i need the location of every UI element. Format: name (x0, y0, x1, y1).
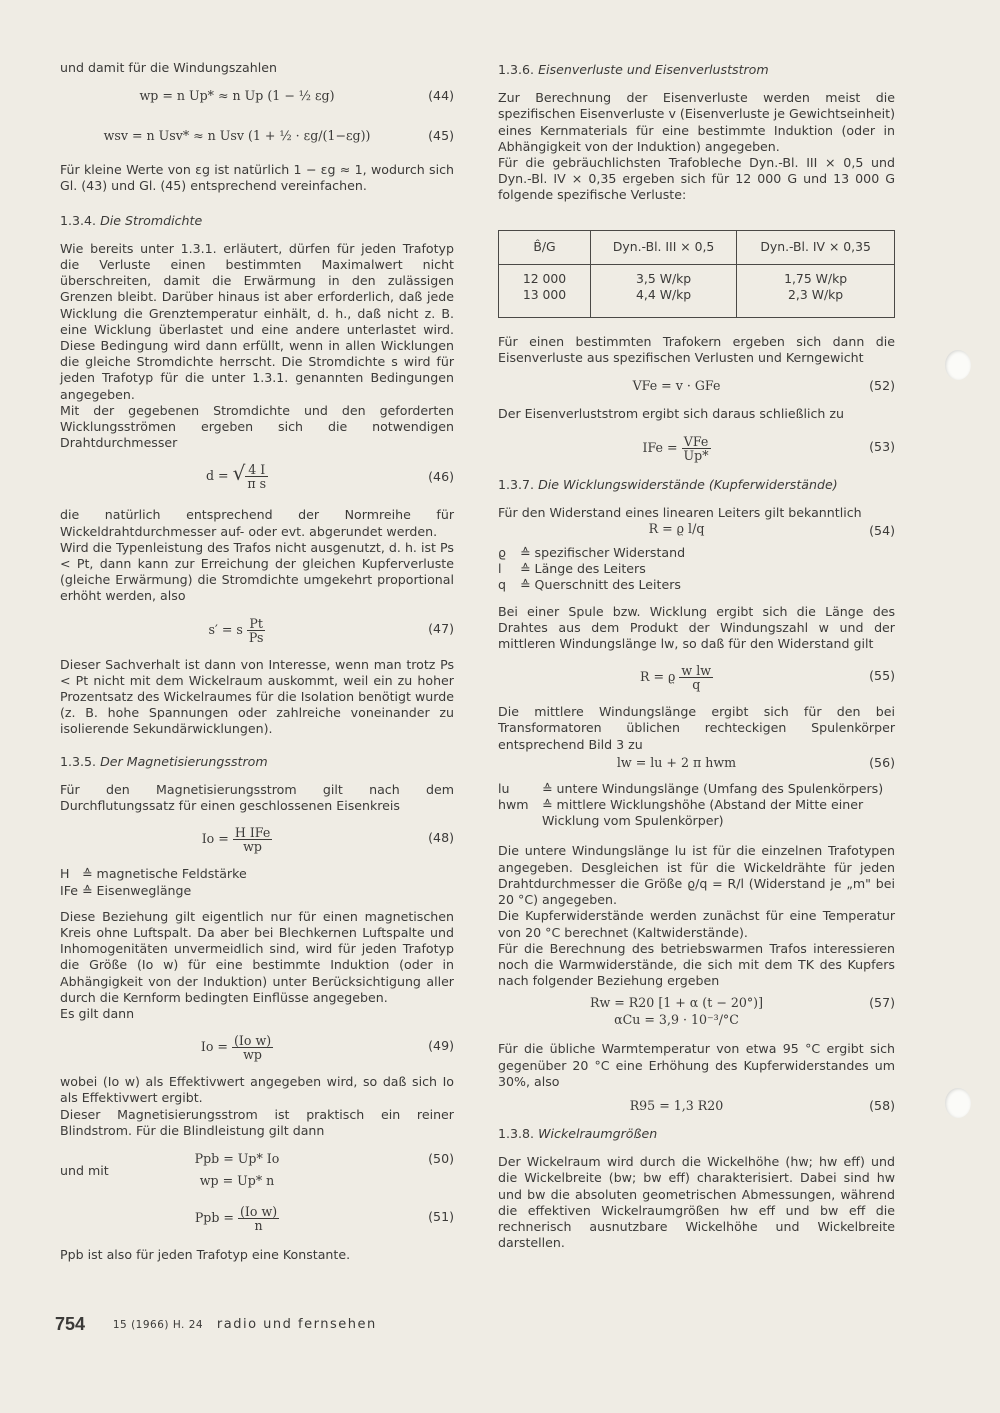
equation-49-number: (49) (428, 1038, 454, 1054)
definition-text: ≙ Querschnitt des Leiters (520, 577, 681, 593)
definition-row (498, 577, 895, 593)
equation-51-number: (51) (428, 1208, 454, 1224)
paragraph: Ppb ist also für jeden Trafotyp eine Konstante. (60, 1246, 351, 1262)
definition-text: ≙ Länge des Leiters (520, 561, 646, 577)
section-heading-1-3-6 (498, 62, 895, 78)
paragraph: Zur Berechnung der Eisenverluste werden meist die spezifischen Eisenverluste v (Eisenverluste je Gewichtseinheit) eines Kernmaterials für eine bestimmte Induktion (oder in Abhängigkeit von der Induktion) angegeben. (498, 90, 895, 154)
equation-58 (498, 1096, 895, 1118)
table-cell: 12 000 (522, 270, 567, 286)
equation-44 (60, 82, 454, 112)
equation-48-number: (48) (428, 830, 454, 846)
equation-44-expr: wp = n Up* ≈ n Up (1 − ½ εg) (139, 88, 335, 104)
equation-55-number: (55) (869, 668, 895, 684)
paragraph: Wird die Typenleistung des Trafos nicht ausgenutzt, d. h. ist Ps < Pt, dann kann zur Erreichung der gleichen Kupferverluste (gleiche Erwärmung) die Stromdichte umgekehrt proportional erhöht werden, also (60, 539, 454, 604)
denominator: q (692, 677, 701, 693)
equation-52 (498, 372, 895, 396)
table-header: B̂/G (499, 230, 591, 264)
equation-57-expr2: αCu = 3,9 · 10⁻³/°C (614, 1012, 739, 1028)
equation-47-number: (47) (428, 620, 454, 636)
equation-48-expr (60, 826, 414, 853)
equation-53-number: (53) (869, 438, 895, 454)
paragraph: Für kleine Werte von εg ist natürlich 1 − εg ≈ 1, wodurch sich Gl. (43) und Gl. (45) entsprechend vereinfachen. (60, 162, 454, 194)
equation-52-expr: VFe = v · GFe (632, 378, 721, 394)
equation-45-number: (45) (428, 128, 454, 144)
paragraph: Für die gebräuchlichsten Trafobleche Dyn.-Bl. III × 0,5 und Dyn.-Bl. IV × 0,35 ergeben sich für 12 000 G und 13 000 G folgende spezifische Verluste: (498, 155, 895, 203)
definition-row (498, 561, 895, 577)
fraction (232, 1034, 273, 1061)
section-number: 1.3.8. (498, 1125, 535, 1141)
equation-49-expr (60, 1034, 414, 1061)
equation-51 (60, 1199, 454, 1237)
paragraph: Dieser Sachverhalt ist dann von Interesse, wenn man trotz Ps < Pt nicht mit dem Wickelraum auskommt, weil ein zu hoher Prozentsatz des Wickelraumes für die Isolation benötigt wurde (z. B. hohe Spannungen oder zahlreiche voneinander zu isolierende Sekundärwicklungen). (60, 656, 454, 737)
numerator: H IFe (234, 825, 271, 841)
paragraph: Die Kupferwiderstände werden zunächst für eine Temperatur von 20 °C berechnet (Kaltwiderstände). (498, 908, 895, 940)
definitions-48 (60, 866, 454, 898)
table-header: Dyn.-Bl. III × 0,5 (591, 230, 737, 264)
section-heading-1-3-5 (60, 754, 454, 770)
punch-hole-bottom (945, 1088, 971, 1118)
numerator: VFe (682, 435, 711, 449)
fraction (238, 1205, 279, 1232)
definitions-56 (498, 781, 895, 830)
table-cell: 4,4 W/kp (591, 287, 737, 318)
und-mit-text: und mit (60, 1162, 109, 1178)
definitions-54 (498, 545, 895, 594)
section-number: 1.3.5. (60, 753, 97, 769)
table-cell: 13 000 (522, 286, 567, 302)
definition-row (60, 883, 454, 899)
definition-symbol: IFe (60, 882, 79, 898)
denominator: π s (247, 476, 267, 492)
definition-text: ≙ mittlere Wicklungshöhe (Abstand der Mitte einer Wicklung vom Spulenkörper) (542, 797, 864, 829)
equation-57-number: (57) (869, 995, 895, 1011)
equation-46-number: (46) (428, 469, 454, 485)
paragraph: Bei einer Spule bzw. Wicklung ergibt sich die Länge des Drahtes aus dem Produkt der Windungszahl w und der mittleren Windungslänge lw, so daß für den Widerstand gilt (498, 603, 895, 652)
equation-54-number: (54) (869, 523, 895, 539)
paragraph: Für den Magnetisierungsstrom gilt nach dem Durchflutungssatz für einen geschlossenen Eisenkreis (60, 781, 454, 814)
definition-symbol: l (498, 561, 502, 577)
numerator: Pt (247, 617, 266, 631)
table-cell: 2,3 W/kp (737, 287, 895, 318)
paragraph: Dieser Magnetisierungsstrom ist praktisch ein reiner Blindstrom. Für die Blindleistung gilt dann (60, 1106, 454, 1138)
definition-row (60, 866, 454, 882)
equation-50 (60, 1145, 454, 1167)
table-header-row (499, 230, 895, 264)
table-cell: 1,75 W/kp (737, 264, 895, 287)
table-row (499, 264, 895, 287)
iron-loss-table (498, 230, 895, 318)
equation-52-number: (52) (869, 378, 895, 394)
definition-text: ≙ untere Windungslänge (Umfang des Spulenkörpers) (542, 780, 884, 796)
fraction (682, 435, 711, 462)
equation-49-lhs: Io = (200, 1039, 232, 1055)
definition-symbol: lu (498, 780, 510, 796)
equation-58-expr: R95 = 1,3 R20 (629, 1097, 724, 1113)
definition-symbol: ϱ (498, 545, 506, 561)
table-cell: 3,5 W/kp (591, 264, 737, 287)
equation-47 (60, 611, 454, 647)
fraction (247, 617, 266, 644)
equation-51-lhs: Ppb = (194, 1209, 238, 1225)
equation-50b-expr: wp = Up* n (199, 1172, 275, 1188)
paragraph: Die mittlere Windungslänge ergibt sich für den bei Transformatoren üblichen rechteckigen Spulenkörper entsprechend Bild 3 zu (498, 704, 895, 752)
numerator: 4 I (245, 463, 268, 477)
equation-53 (498, 429, 895, 467)
equation-46 (60, 457, 454, 497)
equation-46-expr (60, 463, 414, 490)
issue-info: 15 (1966) H. 24 (112, 1319, 204, 1331)
section-title: Eisenverluste und Eisenverluststrom (538, 62, 769, 77)
equation-50-expr: Ppb = Up* Io (194, 1150, 280, 1166)
definition-text: ≙ spezifischer Widerstand (520, 545, 686, 561)
equation-57-expr: Rw = R20 [1 + α (t − 20°)] (589, 995, 763, 1011)
denominator: Ps (248, 629, 264, 645)
definition-row (498, 545, 895, 561)
numerator: (Io w) (233, 1033, 272, 1049)
table-header: Dyn.-Bl. IV × 0,35 (737, 230, 895, 264)
denominator: wp (243, 839, 262, 855)
equation-58-number: (58) (869, 1097, 895, 1113)
magazine-name: radio und fernsehen (216, 1317, 377, 1332)
equation-53-expr (498, 435, 855, 462)
paragraph: wobei (Io w) als Effektivwert angegeben wird, so daß sich Io als Effektivwert ergibt. (60, 1074, 454, 1106)
equation-48 (60, 820, 454, 856)
paragraph: die natürlich entsprechend der Normreihe für Wickeldrahtdurchmesser auf- oder evt. abgerundet werden. (60, 507, 454, 539)
paragraph: Es gilt dann (60, 1005, 135, 1021)
fraction (679, 664, 713, 691)
denominator: wp (243, 1047, 262, 1063)
paragraph: Für die Berechnung des betriebswarmen Trafos interessieren noch die Warmwiderstände, die sich mit dem TK des Kupfers nach folgender Beziehung ergeben (498, 940, 895, 989)
punch-hole-top (945, 350, 971, 380)
numerator: w lw (681, 663, 712, 679)
equation-54-expr: R = ϱ l/q (648, 521, 705, 537)
section-heading-1-3-8 (498, 1126, 895, 1142)
equation-56-expr: lw = lu + 2 π hwm (616, 754, 737, 770)
paragraph: Wie bereits unter 1.3.1. erläutert, dürfen für jeden Trafotyp die Verluste einen bestimmten Maximalwert nicht überschreiten, damit die Erwärmung in den zulässigen Grenzen bleibt. Darüber hinaus ist aber erforderlich, daß jede Wicklung die Grenztemperatur einhält, d. h., daß nicht z. B. eine Wicklung überlastet und eine andere unterlastet wird. Diese Bedingung wird dann erfüllt, wenn in allen Wicklungen die gleiche Stromdichte herrscht. Die Stromdichte s wird für jeden Trafotyp für die unter 1.3.1. genannten Bedingungen angegeben. (60, 240, 454, 402)
definition-symbol: hwm (498, 797, 529, 813)
paragraph: Diese Beziehung gilt eigentlich nur für einen magnetischen Kreis ohne Luftspalt. Da aber bei Blechkernen Luftspalte und Inhomogenitäten unvermeidlich sind, wird für jeden Trafotyp die Größe (Io w) für eine bestimmte Induktion (oder in Abhängigkeit von der Induktion) unter Berücksichtigung aller durch die Kernform bedingten Einflüsse angegeben. (60, 908, 454, 1005)
equation-50-number: (50) (428, 1150, 454, 1166)
paragraph: Mit der gegebenen Stromdichte und den geforderten Wicklungsströmen ergeben sich die notwendigen Drahtdurchmesser (60, 402, 454, 451)
left-column (60, 60, 454, 1273)
section-number: 1.3.6. (498, 62, 535, 77)
equation-49 (60, 1028, 454, 1064)
denominator: n (254, 1217, 263, 1233)
definition-text: ≙ Eisenweglänge (82, 882, 192, 898)
equation-51-expr (60, 1205, 414, 1232)
root-symbol: √ (232, 461, 246, 486)
equation-45-expr: wsv = n Usv* ≈ n Usv (1 + ½ · εg/(1−εg)) (103, 128, 371, 144)
equation-44-number: (44) (428, 88, 454, 104)
definition-text: ≙ magnetische Feldstärke (82, 866, 247, 882)
paragraph: Der Wickelraum wird durch die Wickelhöhe (hw; hw eff) und die Wickelbreite (bw; bw eff) charakterisiert. Dabei sind hw und bw die absoluten geometrischen Abmessungen, während die effektiven Wickelraumgrößen hw eff und bw eff die rechnerisch ausnutzbare Wickelhöhe und Wickelbreite darstellen. (498, 1154, 895, 1251)
intro-text: und damit für die Windungszahlen (60, 60, 277, 75)
equation-55-lhs: R = ϱ (639, 669, 680, 685)
paragraph: Für den Widerstand eines linearen Leiters gilt bekanntlich (498, 504, 862, 520)
section-title: Die Wicklungswiderstände (Kupferwiderstände) (538, 476, 838, 492)
paragraph: Die untere Windungslänge lu ist für die einzelnen Trafotypen angegeben. Desgleichen ist für die Wickeldrähte für jeden Drahtdurchmesser die Größe ϱ/q = R/l (Widerstand je „m" bei 20 °C) angegeben. (498, 843, 895, 908)
paragraph: Der Eisenverluststrom ergibt sich daraus schließlich zu (498, 406, 845, 422)
section-heading-1-3-4 (60, 213, 454, 229)
page-number: 754 (55, 1314, 86, 1334)
equation-55 (498, 658, 895, 694)
equation-56 (498, 753, 895, 775)
numerator: (Io w) (239, 1203, 278, 1219)
equation-55-expr (498, 664, 855, 691)
section-number: 1.3.4. (60, 212, 97, 228)
section-title: Der Magnetisierungsstrom (100, 753, 268, 769)
equation-46-lhs: d = (205, 468, 233, 484)
definition-row (498, 781, 895, 797)
section-title: Die Stromdichte (100, 212, 203, 228)
equation-53-lhs: IFe = (642, 439, 682, 455)
section-title: Wickelraumgrößen (538, 1125, 658, 1141)
equation-57 (498, 995, 895, 1031)
right-column (498, 62, 895, 1261)
equation-45 (60, 122, 454, 152)
definition-row (498, 797, 895, 829)
equation-50b (60, 1162, 454, 1193)
fraction (245, 463, 268, 490)
definition-symbol: q (498, 577, 506, 593)
fraction (233, 826, 272, 853)
paragraph: Für die übliche Warmtemperatur von etwa 95 °C ergibt sich gegenüber 20 °C eine Erhöhung des Kupferwiderstandes um 30%, also (498, 1041, 895, 1089)
section-number: 1.3.7. (498, 476, 535, 492)
equation-54 (498, 521, 895, 541)
equation-56-number: (56) (869, 754, 895, 770)
paragraph: Für einen bestimmten Trafokern ergeben sich dann die Eisenverluste aus spezifischen Verlusten und Kerngewicht (498, 334, 895, 366)
equation-48-lhs: Io = (201, 831, 233, 847)
denominator: Up* (683, 447, 709, 463)
section-heading-1-3-7 (498, 477, 895, 493)
definition-symbol: H (60, 866, 70, 882)
equation-47-expr (60, 617, 414, 644)
page-footer (55, 1314, 377, 1335)
table-row (499, 287, 895, 318)
equation-47-lhs: s′ = s (208, 621, 247, 637)
